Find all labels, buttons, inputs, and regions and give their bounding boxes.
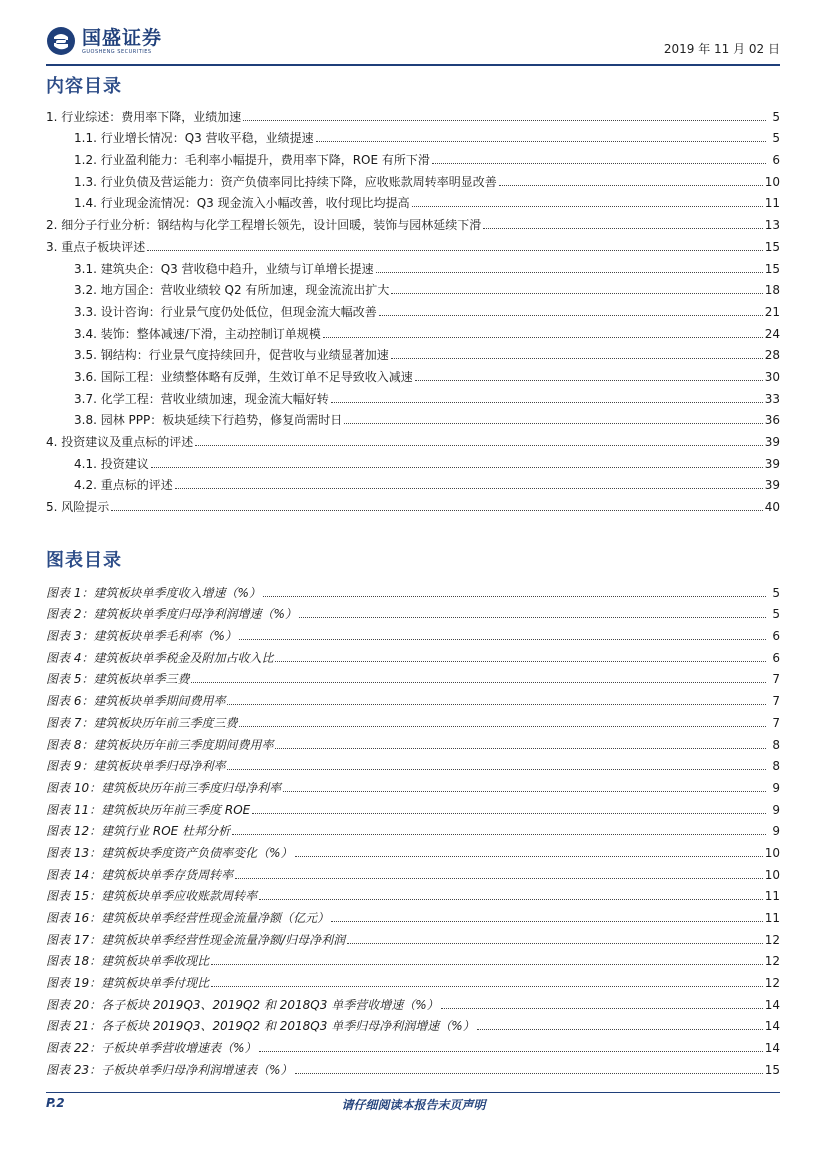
- footer-divider: [46, 1092, 780, 1093]
- dot-leader: [283, 791, 766, 792]
- toc-entry-title[interactable]: 3.1. 建筑央企：Q3 营收稳中趋升，业绩与订单增长提速: [74, 261, 374, 276]
- dot-leader: [299, 617, 766, 618]
- dot-leader: [227, 769, 766, 770]
- figure-entry[interactable]: [46, 926, 780, 948]
- figure-entry-title[interactable]: 图表 20：各子板块 2019Q3、2019Q2 和 2018Q3 单季营收增速（%）: [46, 997, 439, 1012]
- dot-leader: [347, 943, 763, 944]
- figure-entry-page[interactable]: 10: [764, 845, 780, 860]
- toc-entry[interactable]: [46, 472, 780, 494]
- dot-leader: [151, 467, 763, 468]
- dot-leader: [331, 921, 763, 922]
- figure-entry-page[interactable]: 5: [772, 585, 780, 600]
- figure-entry-title[interactable]: 图表 22：子板块单季营收增速表（%）: [46, 1041, 257, 1056]
- guosheng-logo-icon: [46, 26, 76, 56]
- toc-entry-page[interactable]: 33: [764, 391, 780, 406]
- figure-entry[interactable]: [46, 818, 780, 840]
- toc-entry-page[interactable]: 39: [764, 435, 780, 449]
- toc-entry-title[interactable]: 2. 细分子行业分析：钢结构与化学工程增长领先，设计回暖，装饰与园林延续下滑: [46, 218, 482, 233]
- toc-entry-page[interactable]: 15: [764, 239, 780, 254]
- figure-entry-page[interactable]: 12: [764, 932, 780, 947]
- figure-entry[interactable]: [46, 622, 780, 644]
- toc-entry-page[interactable]: 13: [764, 218, 780, 233]
- figure-entry-title[interactable]: 图表 8：建筑板块历年前三季度期间费用率: [46, 737, 274, 752]
- dot-leader: [477, 1029, 763, 1030]
- figure-entry[interactable]: [46, 969, 780, 991]
- figure-entry-page[interactable]: 8: [772, 737, 780, 752]
- figure-entry-title[interactable]: 图表 19：建筑板块单季付现比: [46, 976, 210, 991]
- figure-entry-title[interactable]: 图表 4：建筑板块单季税金及附加占收入比: [46, 650, 274, 665]
- toc-entry-page[interactable]: 5: [772, 131, 780, 146]
- figure-entry-page[interactable]: 15: [764, 1062, 780, 1077]
- figure-entry-title[interactable]: 图表 15：建筑板块单季应收账款周转率: [46, 889, 258, 904]
- header-divider: [46, 64, 780, 66]
- dot-leader: [195, 445, 762, 446]
- figure-entry[interactable]: [46, 731, 780, 753]
- toc-entry-title[interactable]: 4.1. 投资建议: [74, 456, 149, 471]
- dot-leader: [376, 272, 763, 273]
- figure-entry-title[interactable]: 图表 12：建筑行业 ROE 杜邦分析: [46, 824, 231, 839]
- toc-entry[interactable]: [46, 342, 780, 364]
- dot-leader: [232, 834, 766, 835]
- toc-entry[interactable]: [46, 211, 780, 233]
- contents-title: 内容目录: [46, 76, 122, 97]
- toc-entry[interactable]: [46, 385, 780, 407]
- figure-entry-title[interactable]: 图表 7：建筑板块历年前三季度三费: [46, 715, 238, 730]
- toc-entry-title[interactable]: 1. 行业综述：费用率下降，业绩加速: [46, 109, 242, 124]
- toc-entry-title[interactable]: 3.2. 地方国企：营收业绩较 Q2 有所加速，现金流流出扩大: [74, 283, 390, 298]
- toc-entry-page[interactable]: 11: [764, 196, 780, 211]
- toc-entry-title[interactable]: 1.4. 行业现金流情况：Q3 现金流入小幅改善，收付现比均提高: [74, 196, 410, 211]
- toc-entry[interactable]: [46, 363, 780, 385]
- dot-leader: [263, 596, 766, 597]
- figure-entry-title[interactable]: 图表 11：建筑板块历年前三季度 ROE: [46, 802, 251, 817]
- figure-entry-title[interactable]: 图表 21：各子板块 2019Q3、2019Q2 和 2018Q3 单季归母净利润增速（%）: [46, 1019, 475, 1034]
- footer-disclaimer: 请仔细阅读本报告末页声明: [341, 1098, 486, 1112]
- toc-entry-page[interactable]: 24: [764, 326, 780, 341]
- dot-leader: [379, 315, 763, 316]
- figures-list: [46, 579, 780, 1078]
- toc-entry-title[interactable]: 3.7. 化学工程：营收业绩加速，现金流大幅好转: [74, 391, 329, 406]
- dot-leader: [412, 206, 763, 207]
- toc-entry-page[interactable]: 40: [764, 500, 780, 515]
- dot-leader: [295, 1073, 763, 1074]
- figure-entry-page[interactable]: 11: [764, 889, 780, 904]
- toc-entry-title[interactable]: 1.1. 行业增长情况：Q3 营收平稳，业绩提速: [74, 131, 314, 146]
- page-header: [46, 26, 780, 66]
- dot-leader: [275, 661, 766, 662]
- figure-entry-title[interactable]: 图表 6：建筑板块单季期间费用率: [46, 694, 226, 709]
- dot-leader: [391, 358, 763, 359]
- brand-name-en: GUOSHENG SECURITIES: [82, 49, 152, 55]
- brand-logo: [46, 26, 162, 56]
- toc-entry-page[interactable]: 28: [764, 348, 780, 363]
- figure-entry-title[interactable]: 图表 17：建筑板块单季经营性现金流量净额/归母净利润: [46, 932, 346, 947]
- toc-entry[interactable]: [46, 493, 780, 515]
- figure-entry-title[interactable]: 图表 23：子板块单季归母净利润增速表（%）: [46, 1062, 293, 1077]
- toc-entry-title[interactable]: 4.2. 重点标的评述: [74, 478, 173, 493]
- dot-leader: [316, 141, 766, 142]
- toc-entry-title[interactable]: 4. 投资建议及重点标的评述: [46, 435, 194, 449]
- dot-leader: [235, 878, 763, 879]
- dot-leader: [252, 813, 766, 814]
- toc-entry[interactable]: [46, 298, 780, 320]
- dot-leader: [175, 488, 763, 489]
- figure-entry-page[interactable]: 14: [764, 997, 780, 1012]
- figure-entry[interactable]: [46, 839, 780, 861]
- toc-entry-page[interactable]: 39: [764, 478, 780, 493]
- toc-entry-title[interactable]: 3.8. 园林 PPP：板块延续下行趋势，修复尚需时日: [74, 413, 343, 428]
- dot-leader: [239, 639, 766, 640]
- figure-entry[interactable]: [46, 709, 780, 731]
- toc-entry-title[interactable]: 3.6. 国际工程：业绩整体略有反弹，生效订单不足导致收入减速: [74, 369, 413, 384]
- figure-entry[interactable]: [46, 1056, 780, 1078]
- figure-entry[interactable]: [46, 861, 780, 883]
- figure-entry[interactable]: [46, 948, 780, 970]
- figure-entry-page[interactable]: 7: [772, 715, 780, 730]
- toc-entry-page[interactable]: 30: [764, 369, 780, 384]
- toc-entry-page[interactable]: 15: [764, 261, 780, 276]
- dot-leader: [227, 704, 766, 705]
- figure-entry-title[interactable]: 图表 10：建筑板块历年前三季度归母净利率: [46, 780, 282, 795]
- dot-leader: [415, 380, 763, 381]
- toc-entry-title[interactable]: 5. 风险提示: [46, 500, 110, 515]
- dot-leader: [344, 423, 762, 424]
- figure-entry-title[interactable]: 图表 13：建筑板块季度资产负债率变化（%）: [46, 845, 293, 860]
- toc-entry[interactable]: [46, 233, 780, 255]
- report-date: 2019 年 11 月 02 日: [663, 42, 780, 56]
- toc-entry-title[interactable]: 3.3. 设计咨询：行业景气度仍处低位，但现金流大幅改善: [74, 304, 377, 319]
- figure-entry-title[interactable]: 图表 14：建筑板块单季存货周转率: [46, 867, 234, 882]
- dot-leader: [191, 682, 766, 683]
- figure-entry-page[interactable]: 6: [772, 629, 780, 644]
- figure-entry-title[interactable]: 图表 1：建筑板块单季度收入增速（%）: [46, 585, 261, 600]
- figure-entry-title[interactable]: 图表 9：建筑板块单季归母净利率: [46, 759, 226, 774]
- figure-entry-page[interactable]: 7: [772, 694, 780, 709]
- figure-entry-page[interactable]: 9: [772, 780, 780, 795]
- figure-entry[interactable]: [46, 666, 780, 688]
- toc-entry[interactable]: [46, 277, 780, 299]
- figure-entry-page[interactable]: 8: [772, 759, 780, 774]
- figure-entry-page[interactable]: 9: [772, 802, 780, 817]
- toc-entry[interactable]: [46, 407, 780, 429]
- toc-entry-page[interactable]: 5: [772, 109, 780, 124]
- page-number: P.2: [46, 1096, 65, 1110]
- dot-leader: [391, 293, 762, 294]
- figure-entry-page[interactable]: 12: [764, 976, 780, 991]
- figure-entry-title[interactable]: 图表 2：建筑板块单季度归母净利润增速（%）: [46, 607, 297, 622]
- figure-entry-page[interactable]: 11: [764, 911, 780, 925]
- dot-leader: [147, 250, 762, 251]
- figure-entry[interactable]: [46, 644, 780, 666]
- toc-entry[interactable]: [46, 255, 780, 277]
- figure-entry[interactable]: [46, 753, 780, 775]
- toc-entry-page[interactable]: 39: [764, 456, 780, 471]
- figure-entry[interactable]: [46, 883, 780, 905]
- dot-leader: [259, 1051, 763, 1052]
- toc-entry-title[interactable]: 3. 重点子板块评述: [46, 239, 146, 254]
- dot-leader: [323, 337, 763, 338]
- dot-leader: [211, 986, 763, 987]
- figure-entry-page[interactable]: 14: [764, 1041, 780, 1056]
- toc-entry[interactable]: [46, 428, 780, 450]
- dot-leader: [331, 402, 763, 403]
- dot-leader: [259, 899, 763, 900]
- dot-leader: [295, 856, 763, 857]
- figure-entry-title[interactable]: 图表 18：建筑板块单季收现比: [46, 954, 210, 969]
- figures-title: 图表目录: [46, 550, 122, 571]
- dot-leader: [239, 726, 766, 727]
- toc-entry-page[interactable]: 36: [764, 413, 780, 428]
- figure-entry[interactable]: [46, 579, 780, 601]
- figure-entry-title[interactable]: 图表 16：建筑板块单季经营性现金流量净额（亿元）: [46, 911, 330, 925]
- toc-entry-page[interactable]: 21: [764, 304, 780, 319]
- dot-leader: [483, 228, 762, 229]
- figure-entry-page[interactable]: 5: [772, 607, 780, 622]
- toc-entry[interactable]: [46, 146, 780, 168]
- figure-entry-page[interactable]: 10: [764, 867, 780, 882]
- dot-leader: [111, 510, 762, 511]
- toc-entry-page[interactable]: 6: [772, 153, 780, 168]
- dot-leader: [499, 185, 763, 186]
- figure-entry-page[interactable]: 9: [772, 824, 780, 839]
- dot-leader: [211, 964, 763, 965]
- toc-entry[interactable]: [46, 125, 780, 147]
- dot-leader: [432, 163, 766, 164]
- toc-entry-title[interactable]: 3.4. 装饰：整体减速/下滑，主动控制订单规模: [74, 326, 321, 341]
- dot-leader: [243, 120, 766, 121]
- dot-leader: [275, 748, 766, 749]
- figure-entry[interactable]: [46, 1013, 780, 1035]
- toc-entry[interactable]: [46, 168, 780, 190]
- figure-entry[interactable]: [46, 774, 780, 796]
- figure-entry[interactable]: [46, 1034, 780, 1056]
- figure-entry[interactable]: [46, 601, 780, 623]
- toc-entry[interactable]: [46, 320, 780, 342]
- figure-entry-page[interactable]: 7: [772, 672, 780, 687]
- toc-entry-title[interactable]: 1.3. 行业负债及营运能力：资产负债率同比持续下降，应收账款周转率明显改善: [74, 174, 497, 189]
- figure-entry-title[interactable]: 图表 5：建筑板块单季三费: [46, 672, 190, 687]
- toc-entry[interactable]: [46, 103, 780, 125]
- figure-entry-title[interactable]: 图表 3：建筑板块单季毛利率（%）: [46, 629, 237, 644]
- figure-entry[interactable]: [46, 796, 780, 818]
- brand-name: 国盛证券: [82, 27, 163, 49]
- dot-leader: [441, 1008, 763, 1009]
- figure-entry-page[interactable]: 6: [772, 650, 780, 665]
- toc-entry-page[interactable]: 10: [764, 174, 780, 189]
- contents-list: [46, 103, 780, 515]
- toc-entry-page[interactable]: 18: [764, 283, 780, 298]
- figure-entry-page[interactable]: 12: [764, 954, 780, 969]
- figure-entry-page[interactable]: 14: [764, 1019, 780, 1034]
- figure-entry[interactable]: [46, 904, 780, 926]
- toc-entry[interactable]: [46, 450, 780, 472]
- figure-entry[interactable]: [46, 991, 780, 1013]
- toc-entry-title[interactable]: 3.5. 钢结构：行业景气度持续回升，促营收与业绩显著加速: [74, 348, 389, 363]
- toc-entry[interactable]: [46, 190, 780, 212]
- figure-entry[interactable]: [46, 687, 780, 709]
- toc-entry-title[interactable]: 1.2. 行业盈利能力：毛利率小幅提升，费用率下降，ROE 有所下滑: [74, 153, 430, 168]
